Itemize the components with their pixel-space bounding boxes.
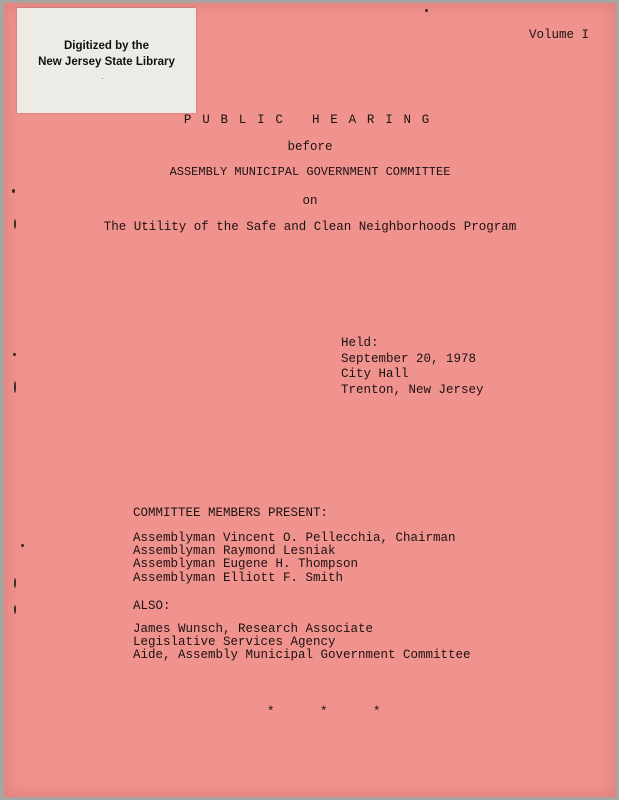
list-item: Aide, Assembly Municipal Government Committee — [133, 648, 471, 663]
also-heading: ALSO: — [133, 599, 171, 613]
document-title: PUBLIC HEARING — [183, 113, 441, 127]
binding-speck — [425, 9, 428, 12]
members-list — [133, 532, 456, 585]
closing-stars: * * * — [267, 705, 381, 719]
binding-speck — [14, 381, 16, 393]
also-list — [133, 623, 471, 663]
binding-speck — [21, 544, 24, 547]
list-item: James Wunsch, Research Associate — [133, 622, 374, 636]
binding-speck — [14, 605, 16, 614]
held-place: City Hall — [341, 367, 409, 381]
binding-speck — [14, 219, 16, 229]
list-item: Assemblyman Vincent O. Pellecchia, Chairman — [133, 531, 456, 545]
held-block — [341, 336, 484, 398]
document-page — [4, 3, 616, 797]
stamp-mark: · — [101, 74, 104, 83]
list-item: Assemblyman Raymond Lesniak — [133, 544, 336, 559]
binding-speck — [12, 189, 15, 193]
held-city: Trenton, New Jersey — [341, 382, 484, 397]
hearing-subject: The Utility of the Safe and Clean Neighborhoods Program — [103, 220, 517, 234]
held-label: Held: — [341, 336, 379, 350]
stamp-line-2: New Jersey State Library — [38, 56, 175, 68]
on-text: on — [302, 194, 318, 208]
list-item: Legislative Services Agency — [133, 635, 336, 650]
list-item: Assemblyman Elliott F. Smith — [133, 570, 344, 585]
volume-label: Volume I — [528, 28, 589, 42]
binding-speck — [13, 353, 16, 356]
list-item: Assemblyman Eugene H. Thompson — [133, 557, 359, 572]
held-date: September 20, 1978 — [341, 351, 477, 366]
committee-name: ASSEMBLY MUNICIPAL GOVERNMENT COMMITTEE — [169, 165, 451, 179]
digitized-stamp — [17, 8, 196, 113]
before-text: before — [287, 140, 333, 154]
members-heading: COMMITTEE MEMBERS PRESENT: — [133, 506, 329, 520]
stamp-line-1: Digitized by the — [64, 40, 149, 52]
binding-speck — [14, 578, 16, 588]
